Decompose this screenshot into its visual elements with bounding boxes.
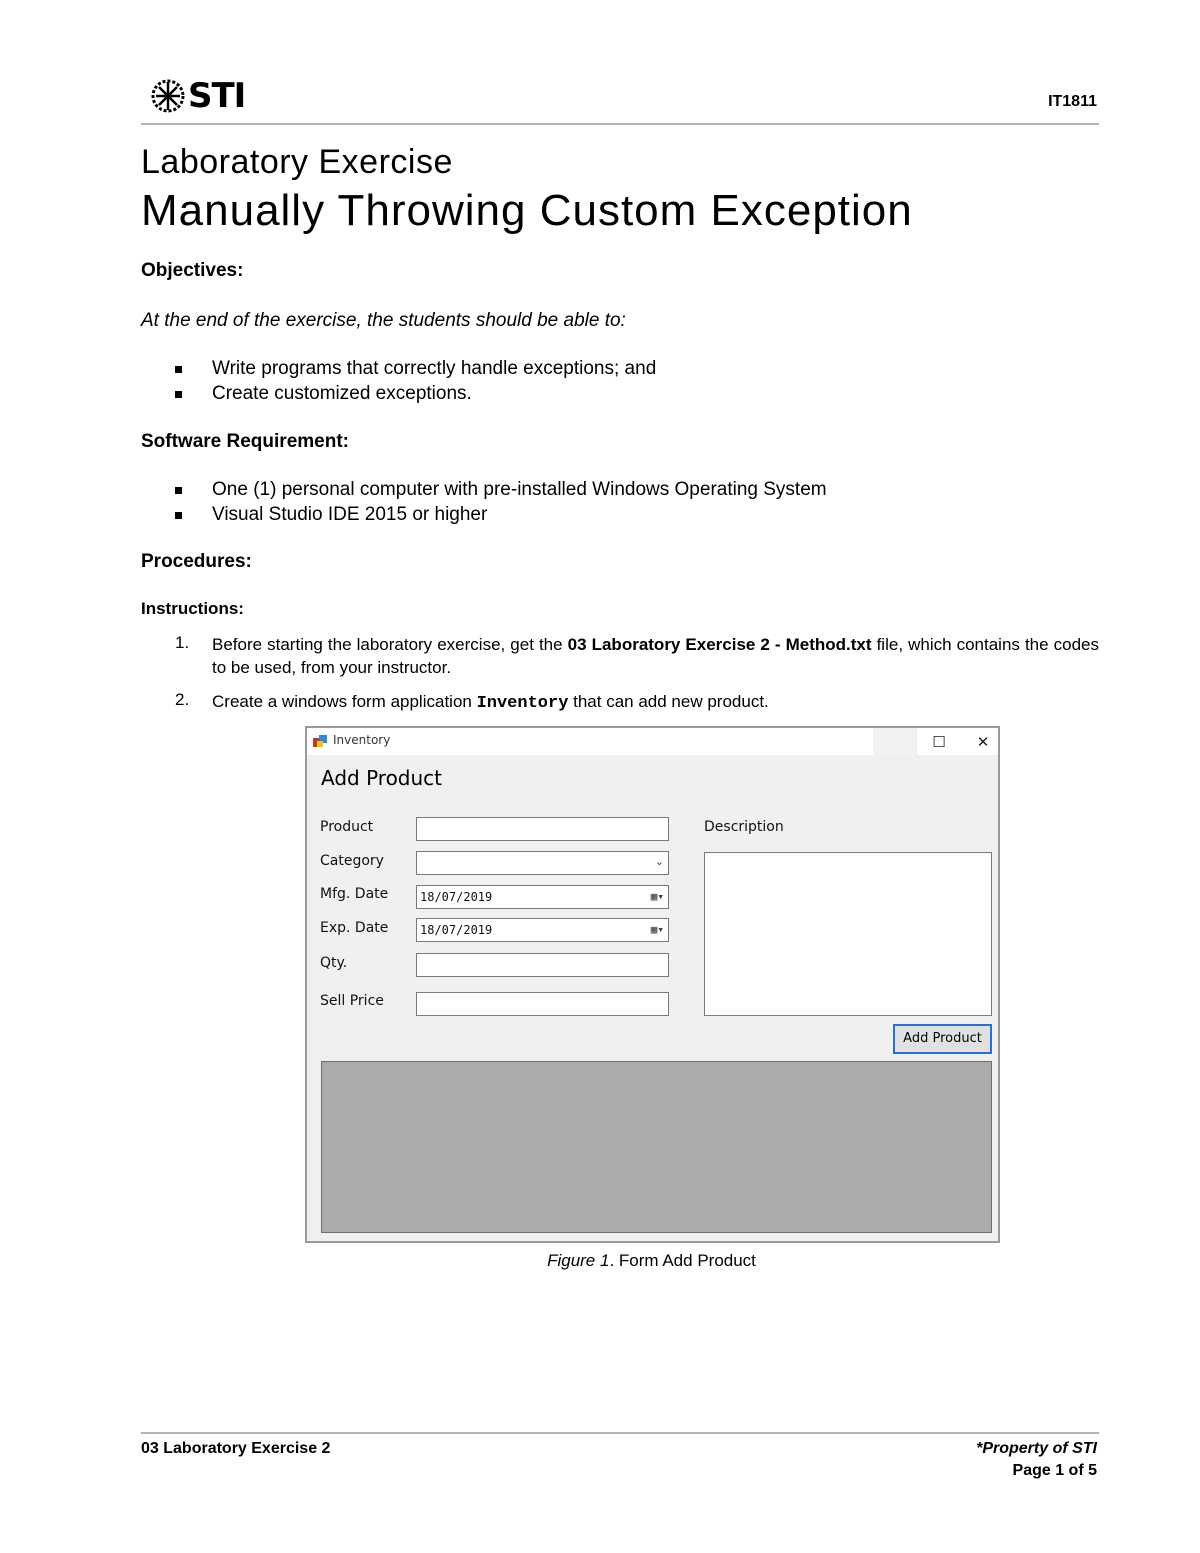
product-input[interactable] [416, 817, 669, 841]
bullet-icon [175, 366, 182, 373]
exp-date-picker[interactable] [416, 918, 669, 942]
qty-input[interactable] [416, 953, 669, 977]
exp-date-value: 18/07/2019 [420, 923, 493, 937]
list-item-text: Write programs that correctly handle exceptions; and [212, 358, 657, 379]
page-subtitle: Laboratory Exercise [141, 143, 453, 181]
header-divider [141, 123, 1099, 125]
objectives-intro: At the end of the exercise, the students should be able to: [141, 310, 626, 331]
bullet-icon [175, 512, 182, 519]
step-number: 2. [175, 690, 190, 709]
exp-date-label: Exp. Date [320, 920, 389, 936]
figure-caption-label: Figure 1 [547, 1251, 610, 1270]
form-title: Add Product [321, 766, 443, 790]
list-item-text: Visual Studio IDE 2015 or higher [212, 504, 488, 525]
description-label: Description [704, 819, 784, 835]
window-title: Inventory [333, 733, 391, 747]
step-text-pre: Before starting the laboratory exercise, get the [212, 635, 568, 654]
list-item [175, 504, 487, 526]
category-label: Category [320, 853, 384, 869]
step-text [212, 690, 1099, 715]
bullet-icon [175, 391, 182, 398]
list-item [175, 383, 472, 405]
list-item-text: One (1) personal computer with pre-installed Windows Operating System [212, 479, 827, 500]
instructions-heading: Instructions: [141, 599, 244, 618]
list-item [175, 479, 827, 501]
close-button[interactable]: ✕ [976, 732, 990, 751]
course-code: IT1811 [1048, 93, 1097, 110]
sti-logo [150, 76, 245, 116]
footer-divider [141, 1432, 1099, 1434]
step-app-name: Inventory [476, 694, 569, 713]
step-filename: 03 Laboratory Exercise 2 - Method.txt [567, 635, 872, 654]
chevron-down-icon: ⌄ [654, 856, 664, 868]
step-text [212, 633, 1099, 679]
window-titlebar [307, 728, 998, 755]
minimize-button[interactable] [873, 728, 917, 755]
objectives-heading: Objectives: [141, 260, 244, 281]
qty-label: Qty. [320, 955, 348, 971]
calendar-icon[interactable]: ▦▾ [650, 890, 664, 903]
list-item [175, 358, 656, 380]
sell-price-input[interactable] [416, 992, 669, 1016]
sell-price-label: Sell Price [320, 993, 384, 1009]
mfg-date-label: Mfg. Date [320, 886, 389, 902]
description-textarea[interactable] [704, 852, 992, 1016]
step-text-pre: Create a windows form application [212, 692, 477, 711]
maximize-button[interactable]: ☐ [932, 732, 946, 751]
globe-icon [150, 78, 186, 114]
logo-text: STI [188, 76, 246, 116]
add-product-button[interactable]: Add Product [893, 1024, 992, 1054]
step-text-post: that can add new product. [568, 692, 769, 711]
category-combobox[interactable] [416, 851, 669, 875]
figure-caption-text: . Form Add Product [609, 1251, 756, 1270]
page-title: Manually Throwing Custom Exception [141, 186, 913, 235]
step-text-post: file, which contains the codes to be used, from your instructor. [212, 635, 1099, 677]
figure-caption [0, 1251, 1200, 1271]
products-grid[interactable] [321, 1061, 992, 1233]
mfg-date-value: 18/07/2019 [420, 890, 493, 904]
footer-page-number: Page 1 of 5 [1012, 1462, 1097, 1479]
step-1 [175, 633, 1099, 679]
step-2 [175, 690, 1099, 715]
software-heading: Software Requirement: [141, 431, 349, 452]
footer-property: *Property of STI [976, 1440, 1097, 1457]
bullet-icon [175, 487, 182, 494]
app-icon [313, 735, 327, 747]
footer-document-name: 03 Laboratory Exercise 2 [141, 1440, 331, 1457]
calendar-icon[interactable]: ▦▾ [650, 923, 664, 936]
inventory-window [305, 726, 1000, 1243]
list-item-text: Create customized exceptions. [212, 383, 472, 404]
procedures-heading: Procedures: [141, 551, 252, 572]
product-label: Product [320, 819, 374, 835]
step-number: 1. [175, 633, 190, 652]
mfg-date-picker[interactable] [416, 885, 669, 909]
